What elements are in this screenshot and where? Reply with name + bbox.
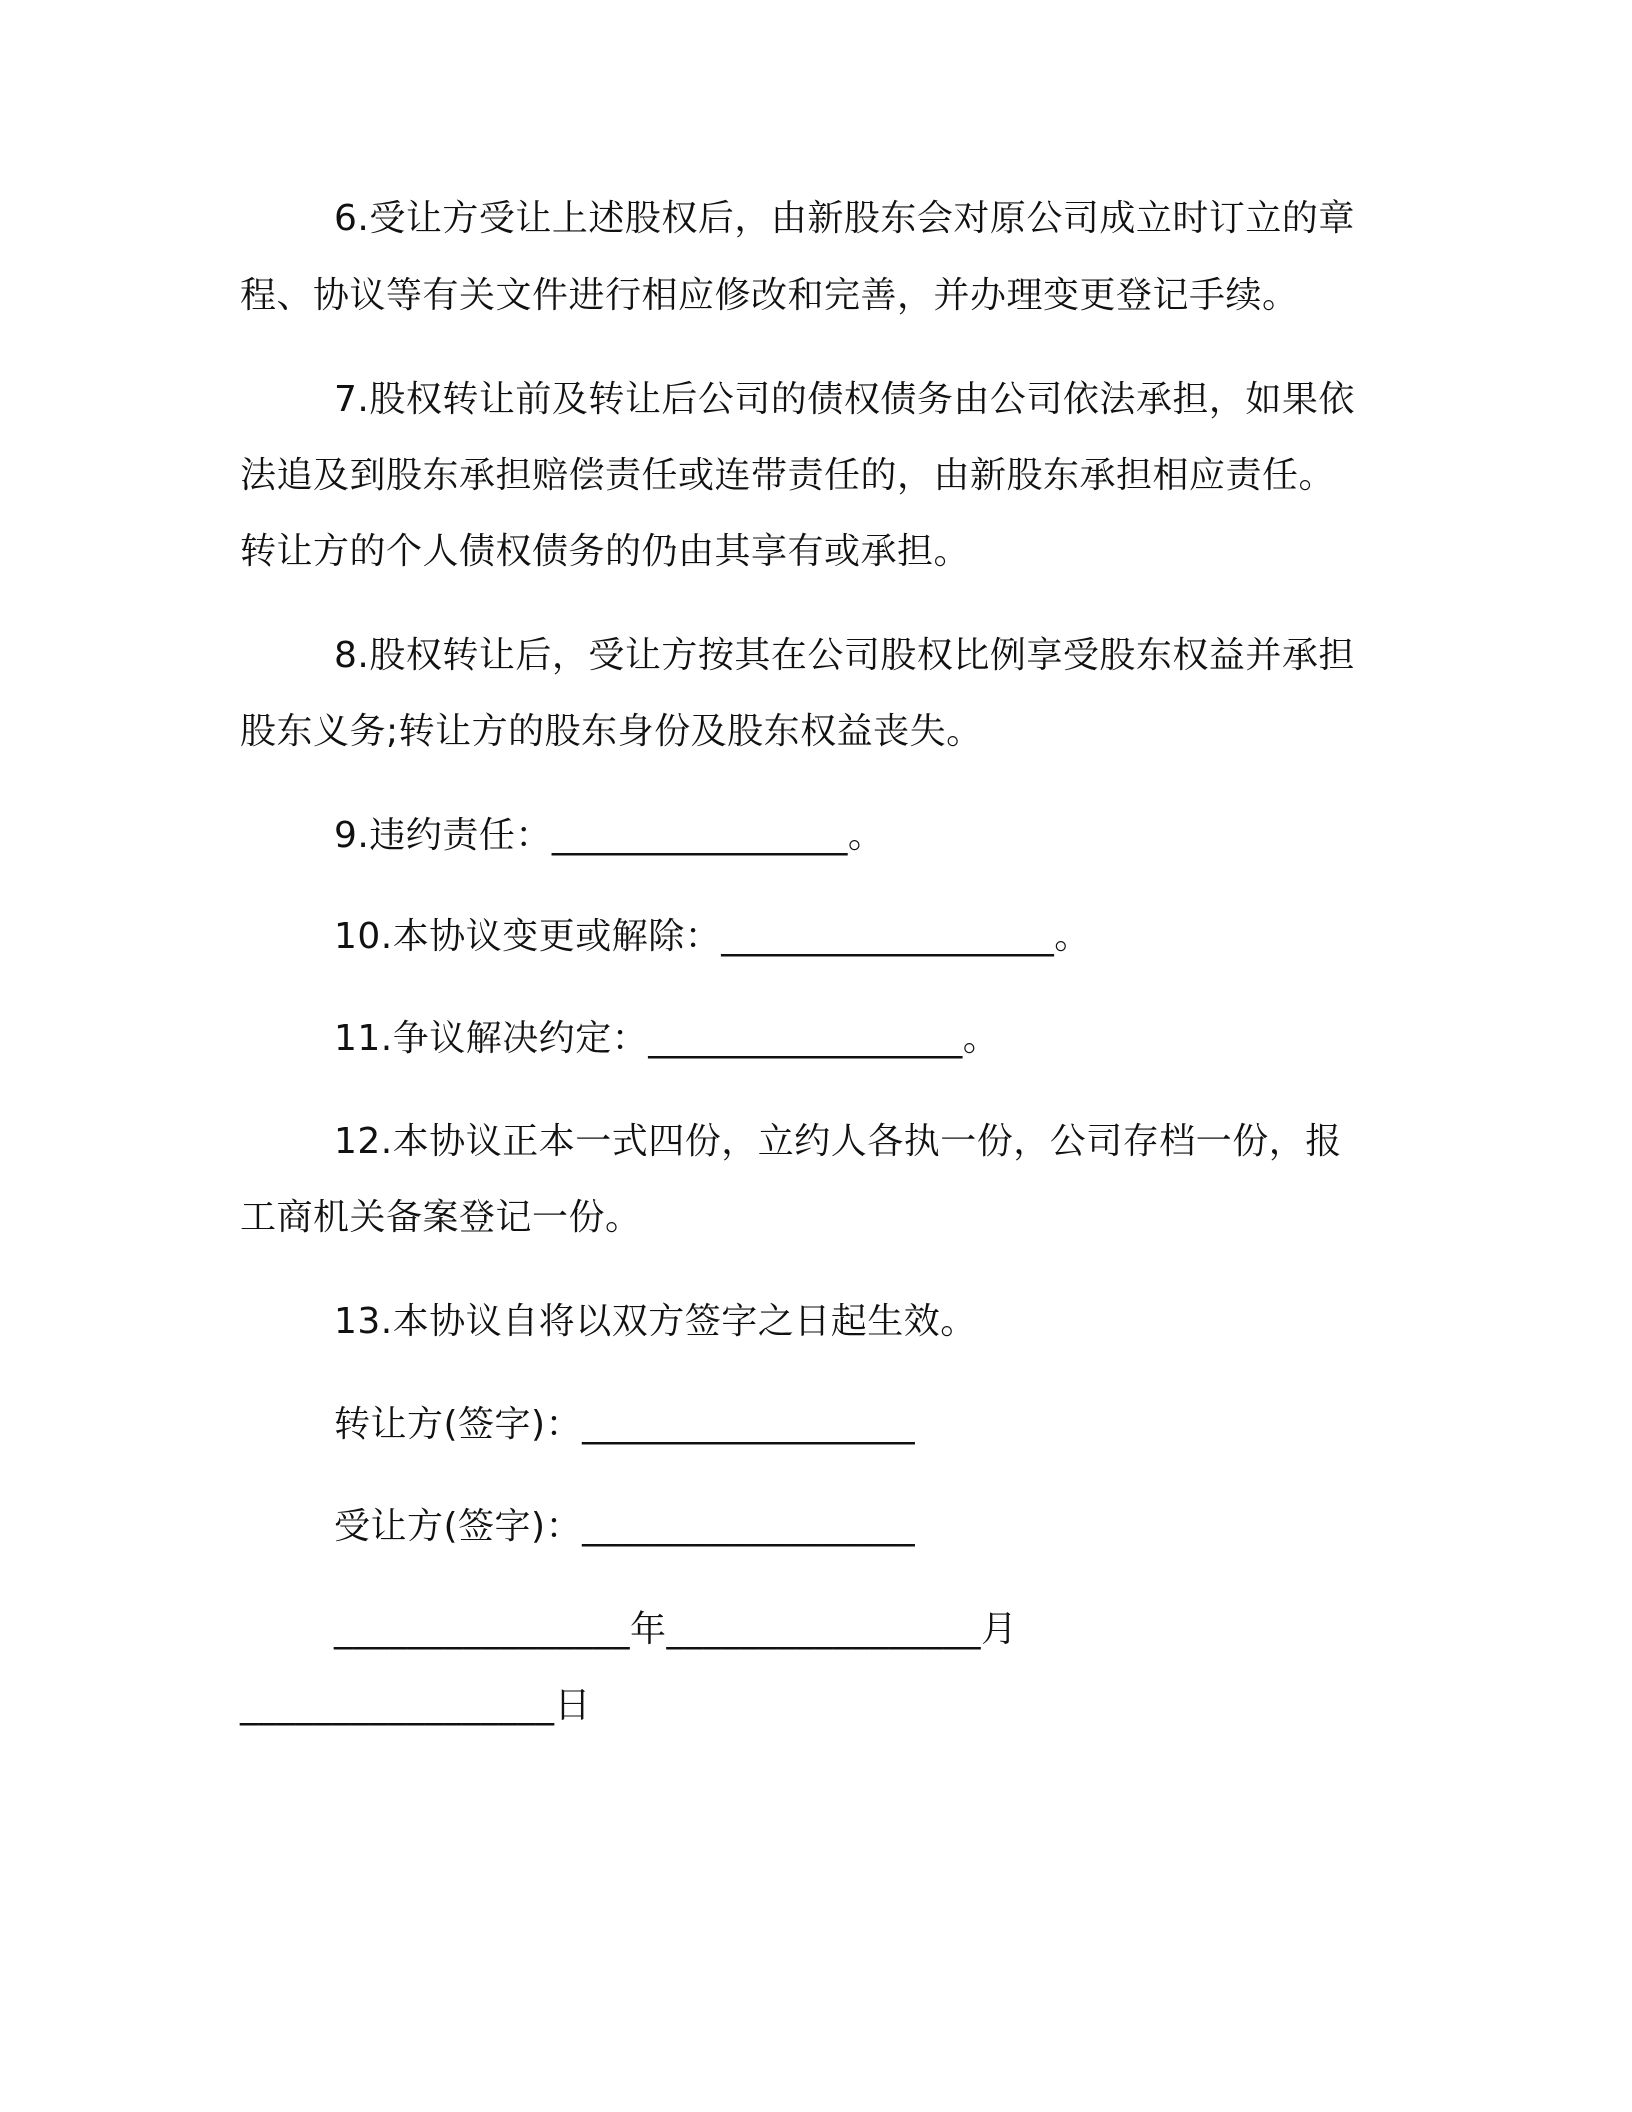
clause-13-effective-date: 13.本协议自将以双方签字之日起生效。 [334, 1301, 977, 1342]
clause-8-line-2: 股东义务;转让方的股东身份及股东权益丧失。 [240, 711, 983, 752]
clause-10-amendment-termination: 10.本协议变更或解除：__________________。 [334, 916, 1091, 957]
transferor-signature-line: 转让方(签字)：__________________ [334, 1404, 916, 1445]
clause-6-line-1: 6.受让方受让上述股权后，由新股东会对原公司成立时订立的章 [334, 198, 1355, 239]
clause-12-line-2: 工商机关备案登记一份。 [240, 1197, 642, 1238]
clause-6-line-2: 程、协议等有关文件进行相应修改和完善，并办理变更登记手续。 [240, 275, 1299, 316]
clause-7-line-2: 法追及到股东承担赔偿责任或连带责任的，由新股东承担相应责任。 [240, 455, 1336, 496]
transferee-signature-line: 受让方(签字)：__________________ [334, 1506, 916, 1547]
clause-9-breach-liability: 9.违约责任：________________。 [334, 815, 885, 856]
clause-8-line-1: 8.股权转让后，受让方按其在公司股权比例享受股东权益并承担 [334, 635, 1355, 676]
clause-7-line-3: 转让方的个人债权债务的仍由其享有或承担。 [240, 531, 971, 572]
date-day-line: _________________日 [240, 1685, 591, 1726]
clause-12-line-1: 12.本协议正本一式四份，立约人各执一份，公司存档一份，报 [334, 1121, 1342, 1162]
date-year-month-line: ________________年_________________月 [334, 1609, 1018, 1650]
clause-7-line-1: 7.股权转让前及转让后公司的债权债务由公司依法承担，如果依 [334, 379, 1355, 420]
clause-11-dispute-resolution: 11.争议解决约定：_________________。 [334, 1018, 1000, 1059]
